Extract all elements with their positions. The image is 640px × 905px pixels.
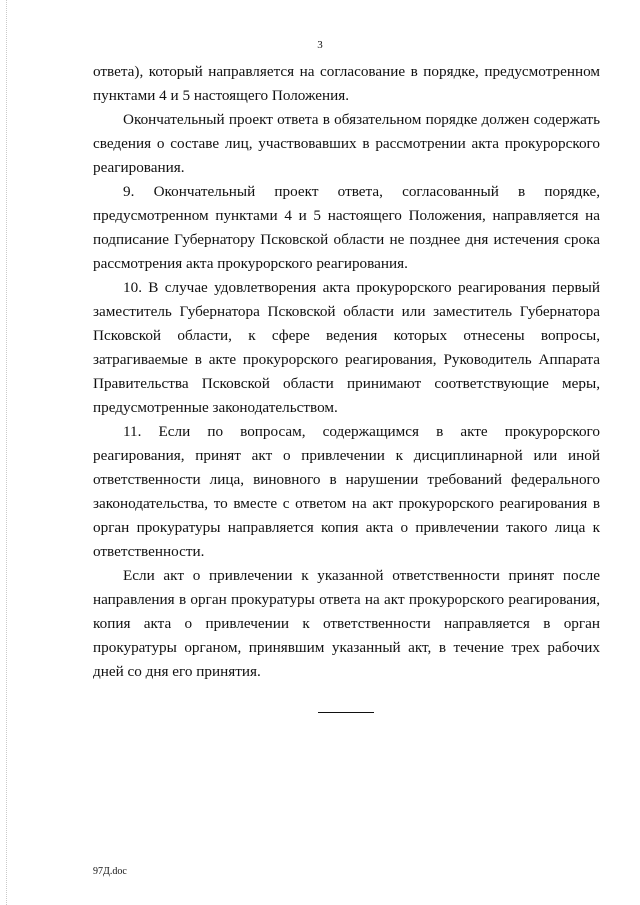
- paragraph-item-10: 10. В случае удовлетворения акта прокурорского реагирования первый заместитель Губернатора Псковской области или заместитель Губернатора Псковской области, к сфере ведения которых отнесены вопросы, затрагиваемые в акте прокурорского реагирования, Руководитель Аппарата Правительства Псковской области принимают соответствующие меры, предусмотренные законодательством.: [93, 279, 600, 416]
- document-body: [93, 60, 600, 684]
- footer-filename: 97Д.doc: [93, 866, 127, 877]
- page-edge-line: [6, 0, 8, 905]
- paragraph-item-11-continued: Если акт о привлечении к указанной ответственности принят после направления в орган прокуратуры ответа на акт прокурорского реагирования, копия акта о привлечении к ответственности направляется в орган прокуратуры органом, принявшим указанный акт, в течение трех рабочих дней со дня его принятия.: [93, 567, 600, 680]
- paragraph-continuation: ответа), который направляется на согласование в порядке, предусмотренном пунктами 4 и 5 настоящего Положения.: [93, 63, 600, 104]
- paragraph-item-11: 11. Если по вопросам, содержащимся в акте прокурорского реагирования, принят акт о привлечении к дисциплинарной или иной ответственности лица, виновного в нарушении требований федерального законодательства, то вместе с ответом на акт прокурорского реагирования в орган прокуратуры направляется копия акта о привлечении такого лица к ответственности.: [93, 423, 600, 560]
- page-number: 3: [317, 39, 323, 51]
- paragraph-final-draft: Окончательный проект ответа в обязательном порядке должен содержать сведения о составе лиц, участвовавших в рассмотрении акта прокурорского реагирования.: [93, 111, 600, 176]
- paragraph-item-9: 9. Окончательный проект ответа, согласованный в порядке, предусмотренном пунктами 4 и 5 настоящего Положения, направляется на подписание Губернатору Псковской области не позднее дня истечения срока рассмотрения акта прокурорского реагирования.: [93, 183, 600, 272]
- end-separator-line: [318, 712, 374, 713]
